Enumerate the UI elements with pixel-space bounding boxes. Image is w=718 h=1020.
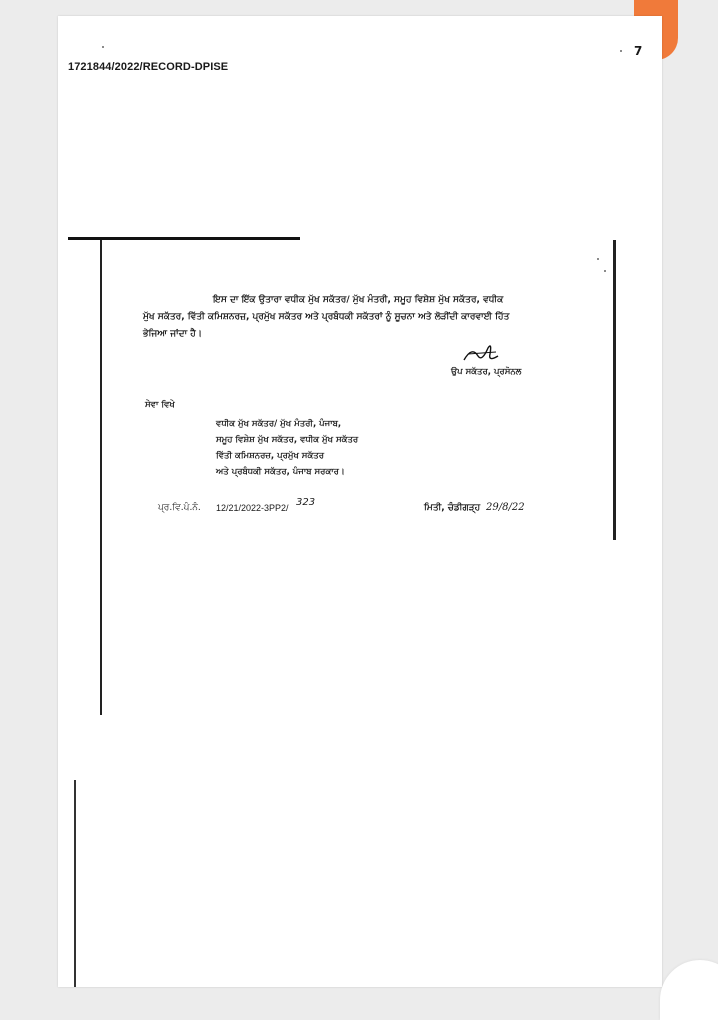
- date-label: ਮਿਤੀ, ਚੰਡੀਗੜ੍ਹ: [424, 503, 481, 513]
- body-line: ਇਸ ਦਾ ਇੱਕ ਉਤਾਰਾ ਵਧੀਕ ਮੁੱਖ ਸਕੱਤਰ/ ਮੁੱਖ ਮੰਤਰੀ, ਸਮੂਹ ਵਿਸ਼ੇਸ਼ ਮੁੱਖ ਸਕੱਤਰ, ਵਧੀਕ: [213, 295, 504, 305]
- addressee-line: ਵਿੱਤੀ ਕਮਿਸ਼ਨਰਜ਼, ਪ੍ਰਮੁੱਖ ਸਕੱਤਰ: [216, 451, 324, 461]
- document-page: [58, 16, 662, 987]
- margin-line-right: [613, 240, 616, 540]
- signatory-title: ਉਪ ਸਕੱਤਰ, ਪ੍ਰਸੋਨਲ: [451, 367, 522, 377]
- scan-speck: [597, 258, 599, 260]
- page-number: 7: [634, 44, 643, 58]
- endorsement-label: ਪ੍ਰ.ਵਿ.ਪੰ.ਨੰ.: [158, 503, 201, 513]
- header-rule: [68, 237, 300, 240]
- reference-number: 1721844/2022/RECORD-DPISE: [68, 61, 229, 73]
- body-paragraph: [143, 292, 553, 343]
- endorsement-handwritten: 323: [296, 497, 316, 508]
- addressee-line: ਅਤੇ ਪ੍ਰਬੰਧਕੀ ਸਕੱਤਰ, ਪੰਜਾਬ ਸਰਕਾਰ।: [216, 467, 345, 477]
- sewa-label: ਸੇਵਾ ਵਿਖੇ: [145, 400, 175, 410]
- endorsement-number: 12/21/2022-3PP2/: [216, 503, 289, 513]
- scan-speck: [604, 270, 606, 272]
- scan-speck: [102, 46, 104, 48]
- signature: [462, 342, 502, 366]
- margin-line-left: [100, 240, 102, 715]
- date-handwritten: 29/8/22: [486, 502, 525, 513]
- body-line: ਭੇਜਿਆ ਜਾਂਦਾ ਹੈ।: [143, 329, 202, 339]
- margin-line-left-lower: [74, 780, 76, 987]
- addressee-line: ਵਧੀਕ ਮੁੱਖ ਸਕੱਤਰ/ ਮੁੱਖ ਮੰਤਰੀ, ਪੰਜਾਬ,: [216, 419, 342, 429]
- corner-overlay: [660, 960, 718, 1020]
- body-line: ਮੁੱਖ ਸਕੱਤਰ, ਵਿੱਤੀ ਕਮਿਸ਼ਨਰਜ਼, ਪ੍ਰਮੁੱਖ ਸਕੱਤਰ ਅਤੇ ਪ੍ਰਬੰਧਕੀ ਸਕੱਤਰਾਂ ਨੂੰ ਸੂਚਨਾ ਅਤੇ ਲੋੜੀਂਦੀ ਕਾਰਵਾਈ ਹਿੱਤ: [143, 312, 510, 322]
- addressee-line: ਸਮੂਹ ਵਿਸ਼ੇਸ਼ ਮੁੱਖ ਸਕੱਤਰ, ਵਧੀਕ ਮੁੱਖ ਸਕੱਤਰ: [216, 435, 359, 445]
- addressee-list: [216, 416, 358, 480]
- scan-speck: [620, 50, 622, 52]
